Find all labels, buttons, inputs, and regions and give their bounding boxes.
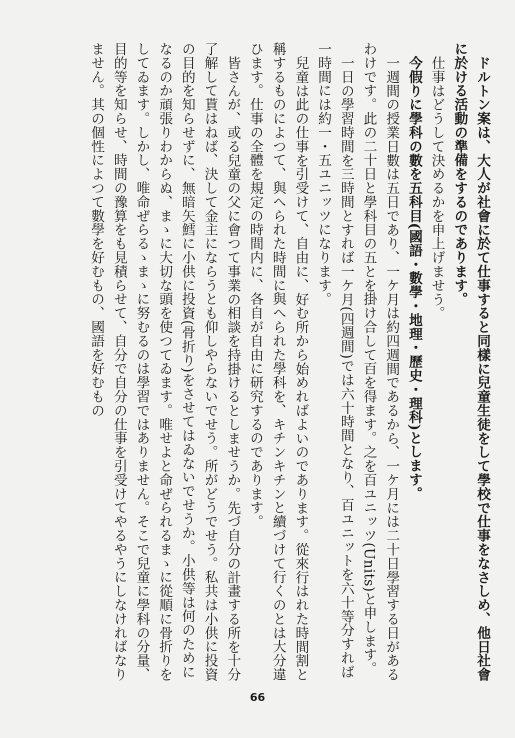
- paragraph-3: 今假りに學科の數を五科目(國語・數學・地理・歷史・理科)とします。: [405, 55, 422, 500]
- page-number: 66: [249, 691, 266, 704]
- body-text: [17, 42, 493, 684]
- paragraph-1: ドルトン案は、大人が社會に於て仕事すると同樣に兒童生徒をして學校で仕事をなさしめ、他日社會に於ける活動の準備をするのであります。: [451, 42, 490, 682]
- paragraph-5: 一日の學習時間を三時間とすれば一ケ月(四週間)では六十時間となり、百ユニットを六十等分すれば一時間には約一・五ユニッツになります。: [315, 42, 354, 679]
- paragraph-2: 仕事はどうして決めるかを申上げませう。: [428, 55, 445, 320]
- paragraph-7: 皆さんが、或る兒童の父に會つて事業の相談を持掛けるとしませうか。先づ自分の計畫する所を十分了解して貰はねば、決して金主にならうとも仰しやらないでせう。所がどうでせう。私共は小供に投資の目的を知らせずに、無暗矢鱈に小供に投資(骨折り)をさせてはゐないでせうか。小供等は何のためになるのか頑張りわからぬ、まゝに大切な頭を使つてゐます。唯せよと命ぜられるまゝに從順に骨折りをしてゐます。しかし、唯命ぜらるゝまゝに努むるのは學習ではありません。そこで兒童に學科の分量、目的等を知らせ、時間の豫算をも見積らせて、自分で自分の仕事を引受けてやるやうにしなければなりません。其の個性によつて數學を好むもの、國語を好むもの: [88, 42, 241, 682]
- paragraph-6: 兒童は此の仕事を引受けて、自由に、好む所から始めればよいのであります。從來行はれた時間割と稱するものによつて、與へられた時間に與へられた學科を、キチンキチンと續づけて行くのとは大分違ひます。仕事の全體を規定の時間内に、各自が自由に研究するのであります。: [246, 42, 309, 682]
- paragraph-4: 一週間の授業日數は五日であり、一ケ月は約四週間であるから、一ケ月には二十日學習する日があるわけです。此の二十日と學科目の五とを掛け合して百を得ます。之を百ユニッツ(Units)と申します。: [360, 42, 400, 682]
